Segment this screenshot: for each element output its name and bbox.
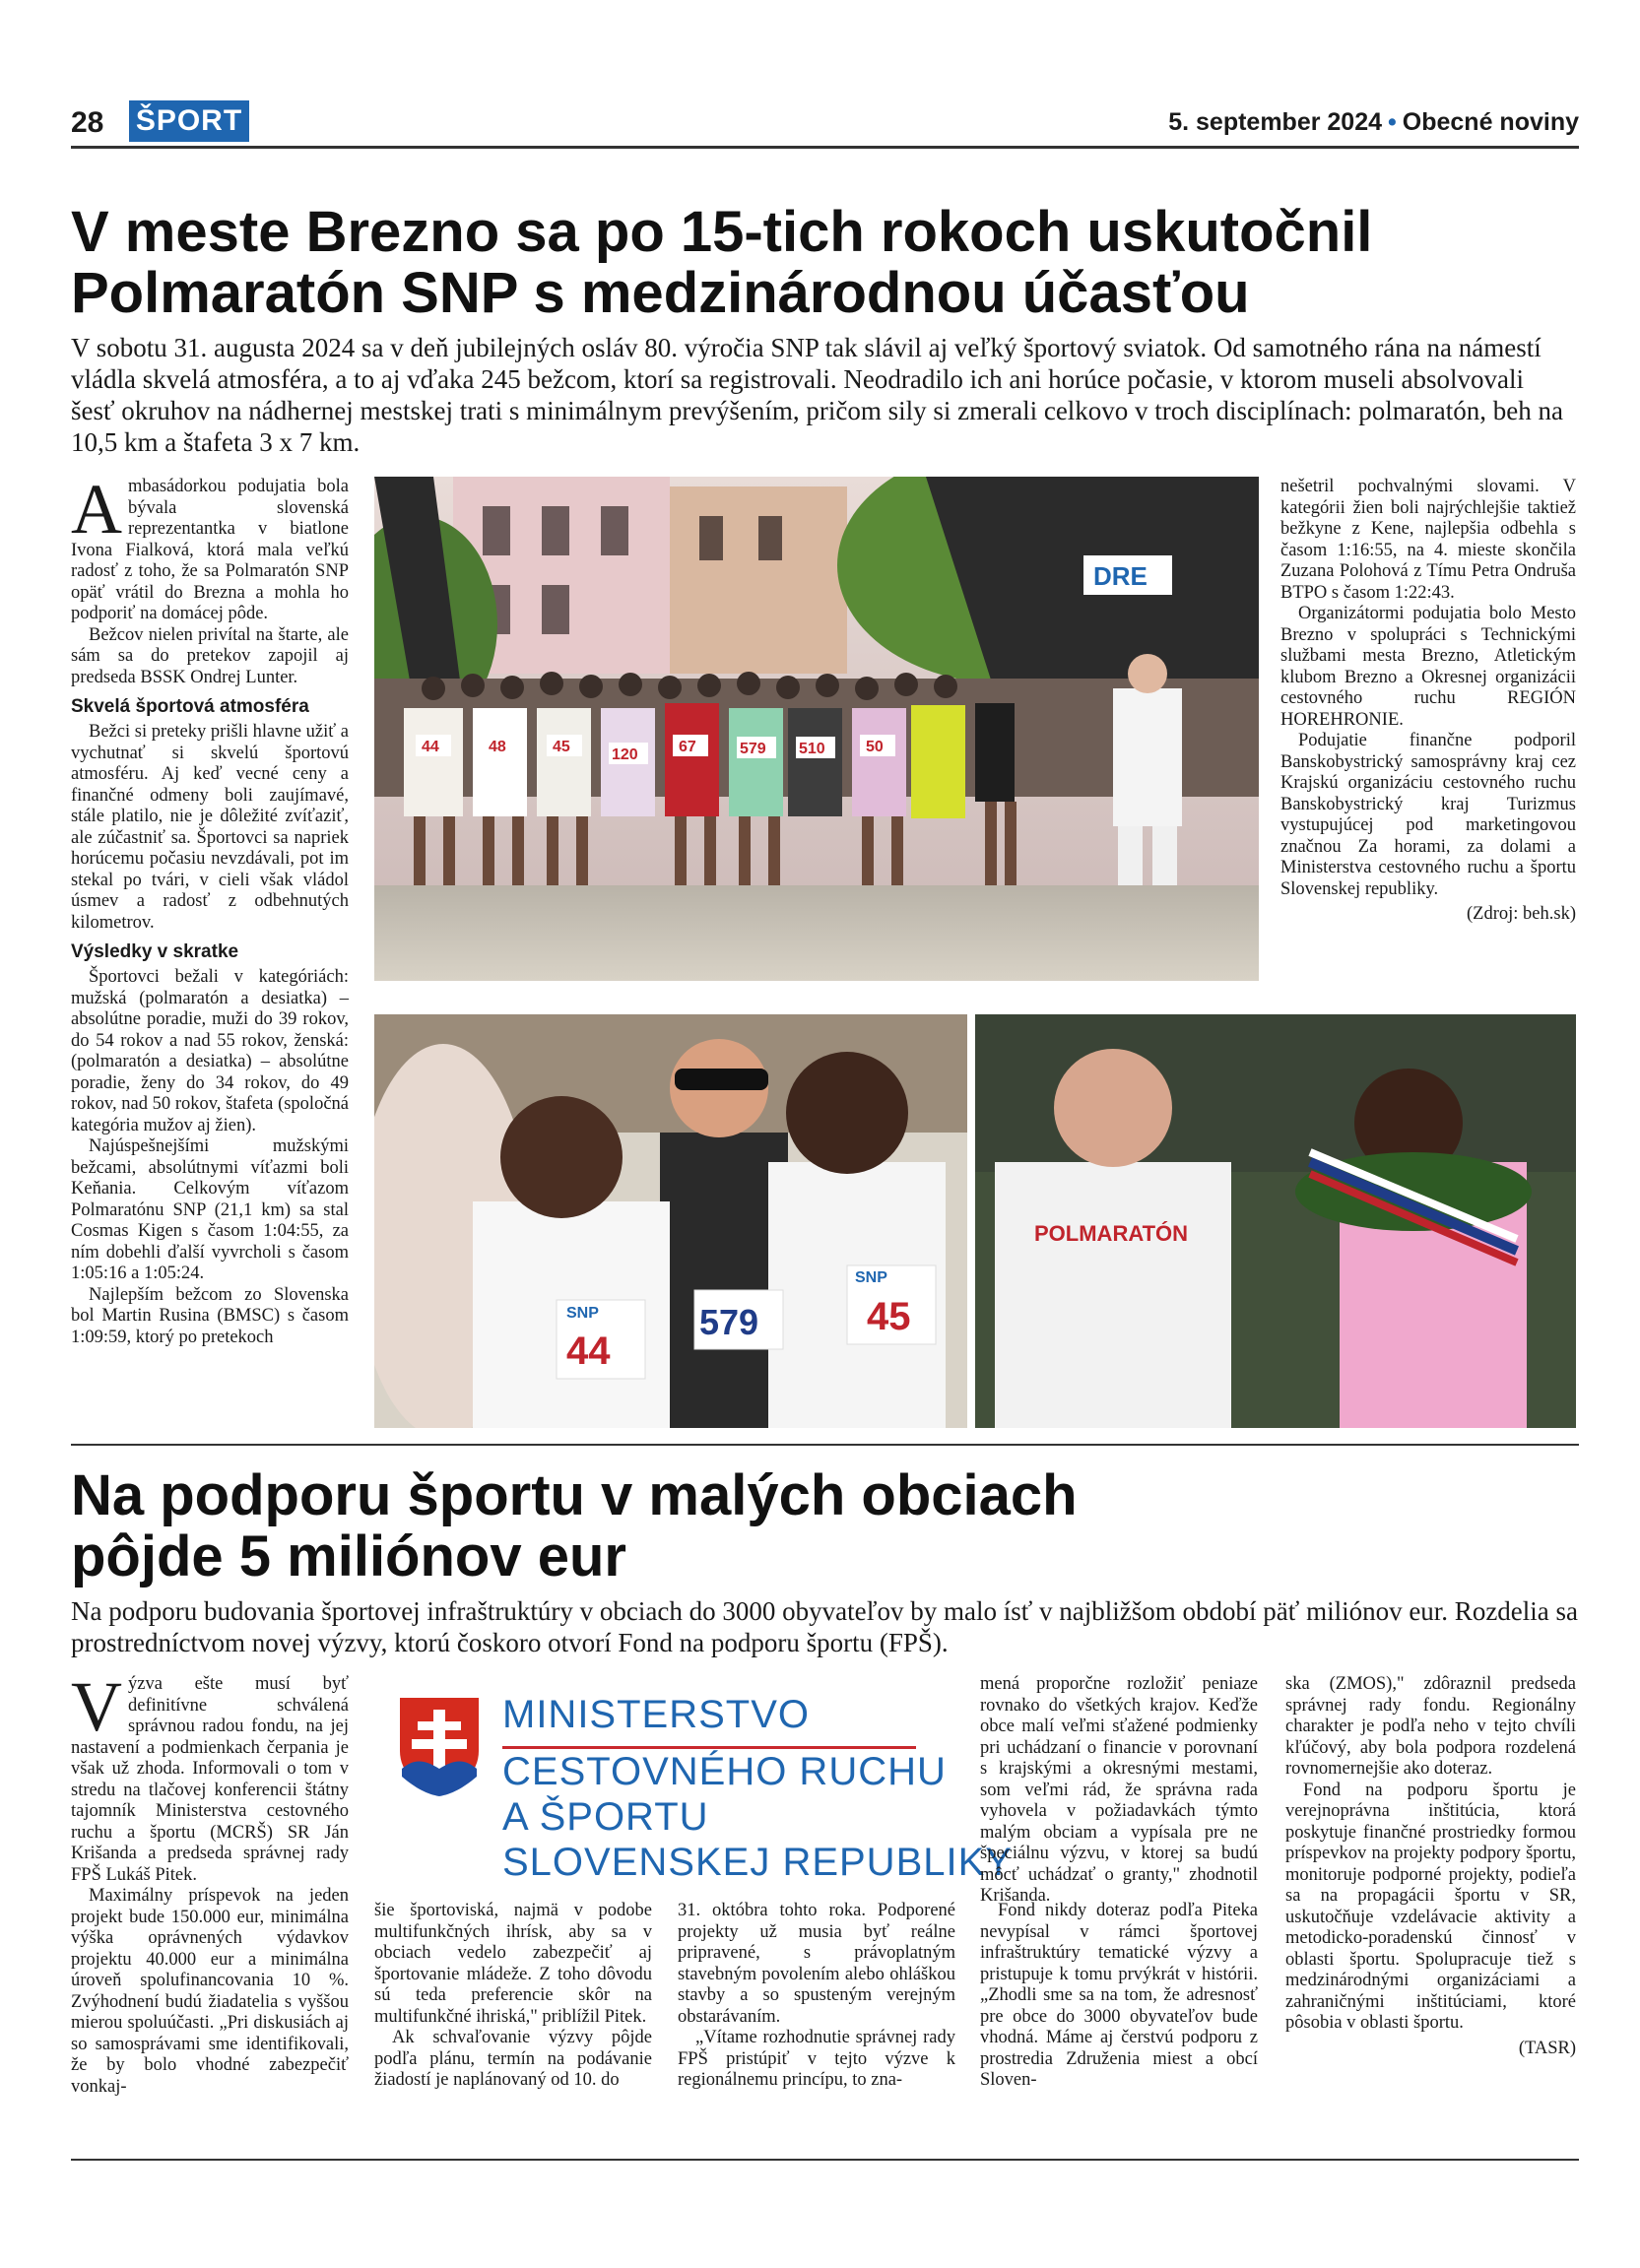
publication-name: Obecné noviny bbox=[1402, 108, 1579, 136]
article1-paragraph: Bežcov nielen privítal na štarte, ale sám sa do pretekov zapojil aj predseda BSSK Ondrej Lunter. bbox=[71, 624, 349, 687]
article1-paragraph: Bežci si preteky prišli hlavne užiť a vychutnať si skvelú športovú atmosféru. Aj keď vecné ceny a finančné odmeny boli zaujímavé, stále platilo, nie je dôležité zvíťaziť, ale zúčastniť sa. Športovci sa napriek horúcemu počasiu nevzdávali, pot im stekal po tvári, v cieli však vládol úsmev a radosť z odbehnutých kilometrov. bbox=[71, 722, 349, 933]
article2-paragraph: ska (ZMOS)," zdôraznil predseda správnej rady fondu. Regionálny charakter je podľa neho v tejto chvíli kľúčový, aby bola podpora rozdelená rovnomernejšie ako doteraz. bbox=[1285, 1674, 1576, 1779]
article1-lead bbox=[71, 332, 1568, 458]
article1-paragraph: Najlepším bežcom zo Slovenska bol Martin Rusina (BMSC) s časom 1:09:59, ktorý po pretekoch bbox=[71, 1284, 349, 1347]
article2-paragraph: „Vítame rozhodnutie správnej rady FPŠ pristúpiť v tejto výzve k regionálnemu princípu, to zna- bbox=[678, 2028, 955, 2090]
article2-column-2 bbox=[374, 1901, 652, 2092]
header-rule bbox=[71, 146, 1579, 149]
start-line-photo bbox=[374, 477, 1259, 981]
page-number: 28 bbox=[71, 106, 104, 139]
article2-headline-line2: pôjde 5 miliónov eur bbox=[71, 1524, 626, 1588]
article2-headline bbox=[71, 1465, 1578, 1588]
bib-number: 45 bbox=[553, 739, 570, 755]
winner-illustration bbox=[975, 1014, 1576, 1428]
article1-headline-line1: V meste Brezno sa po 15-tich rokoch uskutočnil bbox=[71, 200, 1373, 264]
bib-brand: SNP bbox=[566, 1305, 599, 1322]
article1-paragraph: Najúspešnejšími mužskými bežcami, absolútnymi víťazmi boli Keňania. Celkovým víťazom Polmaratónu SNP (21,1 km) sa stal Cosmas Kigen s časom 1:04:55, za ním dobehli ďalší vyvrcholi s časom 1:05:16 a 1:05:24. bbox=[71, 1136, 349, 1283]
subheading-vysledky: Výsledky v skratke bbox=[71, 941, 239, 962]
article2-column-3-top bbox=[980, 1674, 1258, 1908]
bib-number: 579 bbox=[740, 741, 766, 757]
article1-headline-line2: Polmaratón SNP s medzinárodnou účasťou bbox=[71, 261, 1250, 325]
article2-column-4 bbox=[980, 1901, 1258, 2092]
article1-lead-text: V sobotu 31. augusta 2024 sa v deň jubilejných osláv 80. výročia SNP tak slávil aj veľký športový sviatok. Od samotného rána na námestí vládla skvelá atmosféra, a to aj vďaka 245 bežcom, ktorí sa registrovali. Neodradilo ich ani horúce počasie, v ktorom museli absolvovali šesť okruhov na nádhernej mestskej trati s minimálnym prevýšením, pričom sily si zmerali celkovo v troch disciplínach: polmaratón, beh na 10,5 km a štafeta 3 x 7 km. bbox=[71, 333, 1563, 457]
dropcap-v: V bbox=[71, 1667, 122, 1746]
issue-info bbox=[1168, 108, 1579, 137]
logo-line: MINISTERSTVO bbox=[502, 1693, 811, 1736]
dropcap-a: A bbox=[71, 470, 122, 549]
article2-source: (TASR) bbox=[1518, 2038, 1576, 2058]
article2-paragraph: Fond na podporu športu je verejnoprávna inštitúcia, ktorá poskytuje finančné prostriedky formou príspevkov na projekty podpory športu, monitoruje podporné projekty, podieľa sa na propagácii športu v SR, uskutočňuje vzdelávacie aktivity a metodicko-poradenskú činnosť v oblasti športu. Spolupracuje tiež s medzinárodnými organizáciami a zahraničnými inštitúciami, ktoré pôsobia v oblasti športu. bbox=[1285, 1780, 1576, 2033]
article2-column-3 bbox=[678, 1901, 955, 2092]
bib-number: 44 bbox=[422, 739, 439, 755]
article1-headline bbox=[71, 202, 1578, 324]
slovak-coat-of-arms-icon bbox=[394, 1692, 485, 1800]
runners-illustration bbox=[374, 1014, 967, 1428]
article2-headline-line1: Na podporu športu v malých obciach bbox=[71, 1463, 1078, 1527]
article2-paragraph: ýzva ešte musí byť definitívne schválená správnou radou fondu, na jej nastavení a podmienkach čerpania je však už zhoda. Informovali o tom v stredu na tlačovej konferencii štátny tajomník Ministerstva cestovného ruchu a športu (MCRŠ) SR Ján Krišanda a predseda správnej rady FPŠ Lukáš Pitek. bbox=[71, 1674, 349, 1885]
bullet-separator: • bbox=[1388, 108, 1397, 136]
bib-number: 48 bbox=[489, 739, 506, 755]
article2-paragraph: 31. októbra tohto roka. Podporené projekty už musia byť reálne pripravené, s právoplatným stavebným povolením alebo ohláškou stavby a so spusteným verejným obstarávaním. bbox=[678, 1901, 955, 2027]
runners-photo bbox=[374, 1014, 967, 1428]
bib-number: 120 bbox=[612, 746, 638, 763]
bib-number: 67 bbox=[679, 739, 696, 755]
article1-paragraph: mbasádorkou podujatia bola bývala slovenská reprezentantka v biatlone Ivona Fialková, ktorá mala veľkú radosť z toho, že sa Polmaratón SNP opäť vrátil do Brezna a mohla ho podporiť na domácej pôde. bbox=[71, 477, 349, 623]
article2-lead-text: Na podporu budovania športovej infraštruktúry v obciach do 3000 obyvateľov by malo ísť v najbližšom období päť miliónov eur. Rozdelia sa prostredníctvom novej výzvy, ktorú čoskoro otvorí Fond na podporu športu (FPŠ). bbox=[71, 1596, 1579, 1657]
bib-number: 45 bbox=[867, 1295, 911, 1338]
bib-number: 50 bbox=[866, 739, 884, 755]
shirt-print: POLMARATÓN bbox=[1034, 1221, 1189, 1246]
article1-paragraph: Športovci bežali v kategóriách: mužská (polmaratón a desiatka) – absolútne poradie, muži do 39 rokov, do 54 rokov a nad 55 rokov, ženská: (polmaratón a desiatka) – absolútne poradie, ženy do 34 rokov, do 49 rokov, nad 50 rokov, štafeta (spoločná kategória mužov aj žien). bbox=[71, 967, 349, 1135]
ministry-logo-text bbox=[502, 1692, 1013, 1885]
bib-number: 579 bbox=[699, 1302, 759, 1342]
winner-photo bbox=[975, 1014, 1576, 1428]
footer-rule bbox=[71, 2159, 1579, 2161]
article-divider bbox=[71, 1444, 1579, 1446]
article2-paragraph: šie športoviská, najmä v podobe multifunkčných ihrísk, aby sa v obciach vedelo zabezpečiť aj športovanie mládeže. Z toho dôvodu sú teda preferencie skôr na multifunkčné ihriská," priblížil Pitek. bbox=[374, 1901, 652, 2027]
bib-number: 44 bbox=[566, 1329, 611, 1373]
article2-lead bbox=[71, 1595, 1578, 1658]
article2-paragraph: Maximálny príspevok na jeden projekt bude 150.000 eur, minimálna výška oprávnených výdavkov projektu 40.000 eur a minimálna úroveň spolufinancovania 10 %. Zvýhodnení budú žiadatelia s vyššou mierou spoluúčasti. „Pri diskusiách aj so samosprávami sme identifikovali, že by bolo vhodné zabezpečiť vonkaj- bbox=[71, 1886, 349, 2097]
article1-column-1 bbox=[71, 470, 349, 1348]
article2-paragraph: Ak schvaľovanie výzvy pôjde podľa plánu, termín na podávanie žiadostí je naplánovaný od 10. do bbox=[374, 2028, 652, 2090]
issue-date: 5. september 2024 bbox=[1168, 108, 1383, 136]
article2-column-1 bbox=[71, 1667, 349, 2098]
article1-column-3 bbox=[1280, 477, 1576, 926]
article1-paragraph: Organizátormi podujatia bolo Mesto Brezno v spolupráci s Technickými službami mesta Brezno, Atletickým klubom Brezno a Okresnej organizácii cestovného ruchu REGIÓN HOREHRONIE. bbox=[1280, 604, 1576, 730]
logo-line: CESTOVNÉHO RUCHU bbox=[502, 1750, 947, 1793]
start-line-illustration bbox=[374, 477, 1259, 981]
start-banner-text: DRE bbox=[1093, 561, 1148, 591]
logo-line: A ŠPORTU bbox=[502, 1795, 709, 1839]
article1-source: (Zdroj: beh.sk) bbox=[1467, 904, 1576, 924]
logo-line: SLOVENSKEJ REPUBLIKY bbox=[502, 1841, 1013, 1884]
article1-paragraph: Podujatie finančne podporil Banskobystrický samosprávny kraj cez Krajskú organizáciu cestovného ruchu Banskobystrický kraj Turizmus vystupujúcej pod marketingovou značnou Za horami, za dolami a Ministerstva cestovného ruchu a športu Slovenskej republiky. bbox=[1280, 731, 1576, 899]
article1-paragraph: nešetril pochvalnými slovami. V kategórii žien boli najrýchlejšie taktiež bežkyne z Kene, najlepšia odbehla s časom 1:16:55, na 4. mieste skončila Zuzana Polohová z Tímu Petra Ondruša BTPO s časom 1:22:43. bbox=[1280, 477, 1576, 603]
section-badge: ŠPORT bbox=[129, 100, 249, 142]
logo-red-rule bbox=[502, 1746, 916, 1749]
article2-paragraph: mená proporčne rozložiť peniaze rovnako do všetkých krajov. Keďže obce malí veľmi sťažené podmienky pri uchádzaní o financie v porovnaní s krajskými a okresnými mestami, som veľmi rád, že správna rada vyhovela v požiadavkách týmto malým obciam a vypísala pre ne špeciálnu výzvu, v ktorej sa budú môcť uchádzať o granty," zhodnotil Krišanda. bbox=[980, 1674, 1258, 1906]
bib-number: 510 bbox=[799, 741, 825, 757]
subheading-atmosfera: Skvelá športová atmosféra bbox=[71, 696, 309, 717]
article2-column-5 bbox=[1285, 1674, 1576, 2059]
bib-brand: SNP bbox=[855, 1269, 887, 1286]
article2-paragraph: Fond nikdy doteraz podľa Piteka nevypísal v rámci športovej infraštruktúry tematické výzvy a pristupuje k tomu prvýkrát v histórii. „Zhodli sme sa na tom, že adresnosť pre obce do 3000 obyvateľov bude vhodná. Máme aj čerstvú podporu z prostredia Združenia miest a obcí Sloven- bbox=[980, 1901, 1258, 2090]
